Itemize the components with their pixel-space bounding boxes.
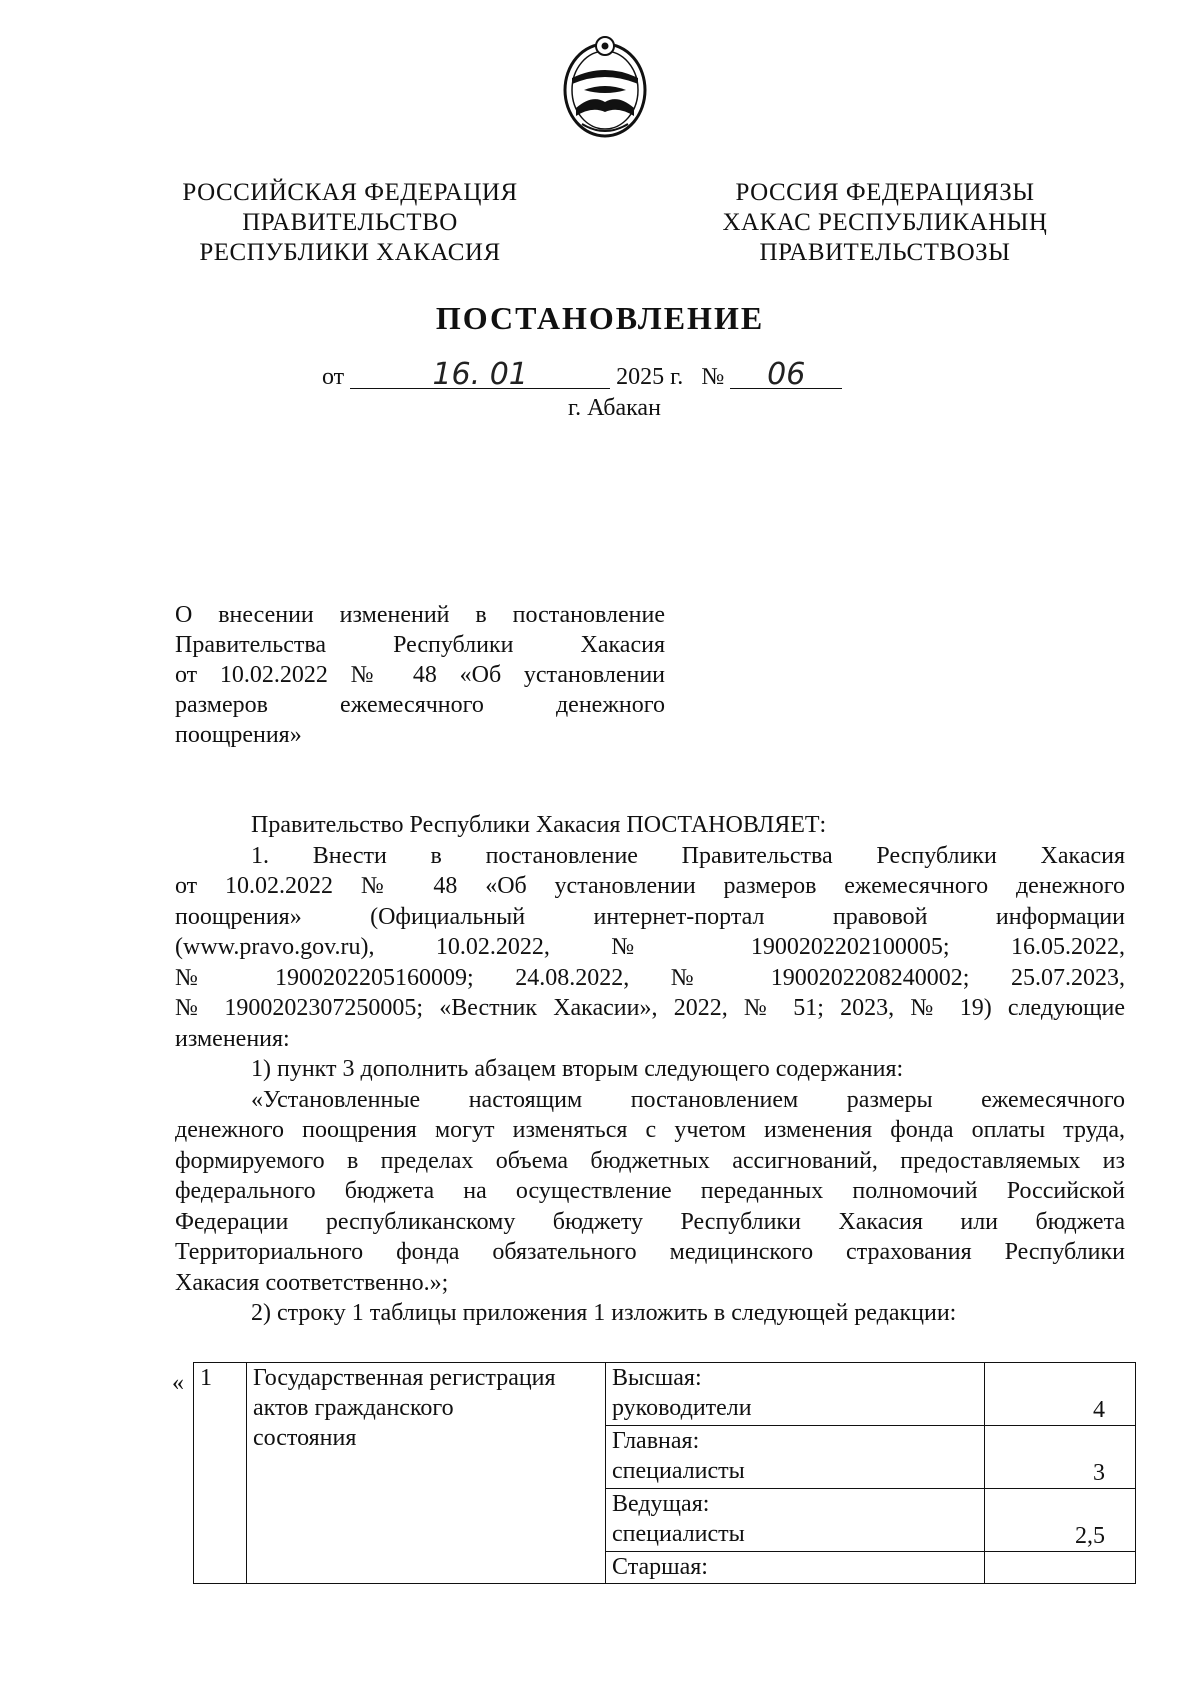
activity-name-line: актов гражданского (253, 1395, 454, 1421)
item-1: 1) пункт 3 дополнить абзацем вторым следующего содержания: (251, 1056, 904, 1082)
quote-line: Территориального фонда обязательного медицинского страхования Республики (175, 1239, 1125, 1265)
replacement-table (193, 1362, 1136, 1584)
date-number-line (322, 357, 842, 392)
intro-paragraph: Правительство Республики Хакасия ПОСТАНОВЛЯЕТ: (251, 812, 827, 838)
activity-name-line: Государственная регистрация (253, 1365, 556, 1391)
activity-name-cell (247, 1363, 606, 1584)
row-number-cell: 1 (194, 1363, 247, 1584)
value-cell: 2,5 (985, 1489, 1136, 1552)
role-label: специалисты (612, 1521, 745, 1547)
quote-line: федерального бюджета на осуществление переданных полномочий Российской (175, 1178, 1125, 1204)
position-group-cell (606, 1426, 985, 1489)
position-group-cell (606, 1489, 985, 1552)
header-right-line-1: РОССИЯ ФЕДЕРАЦИЯЗЫ (735, 179, 1035, 206)
position-group-cell (606, 1363, 985, 1426)
paragraph-1-line: (www.pravo.gov.ru), 10.02.2022, № 1900202202100005; 16.05.2022, (175, 934, 1125, 960)
number-prefix: № (701, 364, 725, 390)
header-right-line-3: ПРАВИТЕЛЬСТВОЗЫ (759, 239, 1011, 266)
handwritten-number: 06 (730, 362, 842, 389)
city-label: г. Абакан (568, 395, 661, 421)
header-left-line-3: РЕСПУБЛИКИ ХАКАСИЯ (199, 239, 501, 266)
subject-line: О внесении изменений в постановление (175, 602, 665, 628)
item-2: 2) строку 1 таблицы приложения 1 изложить в следующей редакции: (251, 1300, 957, 1326)
subject-line: от 10.02.2022 № 48 «Об установлении (175, 662, 665, 688)
table-open-quote: « (172, 1370, 184, 1396)
header-left-line-2: ПРАВИТЕЛЬСТВО (242, 209, 458, 236)
paragraph-1-line: от 10.02.2022 № 48 «Об установлении размеров ежемесячного денежного (175, 873, 1125, 899)
subject-block (175, 600, 665, 750)
value-cell: 3 (985, 1426, 1136, 1489)
value-cell: 4 (985, 1363, 1136, 1426)
quote-line: Федерации республиканскому бюджету Республики Хакасия или бюджета (175, 1208, 1125, 1235)
document-title: ПОСТАНОВЛЕНИЕ (435, 300, 765, 336)
group-label: Старшая: (612, 1554, 708, 1580)
date-prefix: от (322, 364, 345, 390)
activity-name-line: состояния (253, 1425, 357, 1451)
paragraph-1-line: № 1900202307250005; «Вестник Хакасии», 2022, № 51; 2023, № 19) следующие (175, 995, 1125, 1021)
group-label: Главная: (612, 1428, 700, 1454)
role-label: руководители (612, 1395, 752, 1421)
paragraph-1-line: изменения: (175, 1025, 290, 1052)
subject-line: поощрения» (175, 722, 302, 748)
group-label: Высшая: (612, 1365, 702, 1391)
header-right (720, 178, 1050, 268)
subject-line: Правительства Республики Хакасия (175, 632, 665, 658)
year-label: 2025 г. (616, 364, 684, 390)
position-group-cell (606, 1552, 985, 1584)
body-text (175, 810, 1125, 1329)
paragraph-1-line: № 1900202205160009; 24.08.2022, № 1900202208240002; 25.07.2023, (175, 964, 1125, 991)
paragraph-1-line: 1. Внести в постановление Правительства Республики Хакасия (251, 842, 1125, 869)
coat-of-arms-emblem (562, 32, 648, 140)
table-row (194, 1363, 1136, 1426)
quote-line: «Установленные настоящим постановлением размеры ежемесячного (251, 1086, 1125, 1113)
group-label: Ведущая: (612, 1491, 710, 1517)
value-cell (985, 1552, 1136, 1584)
subject-line: размеров ежемесячного денежного (175, 692, 665, 718)
header-left (180, 178, 520, 268)
header-left-line-1: РОССИЙСКАЯ ФЕДЕРАЦИЯ (182, 179, 518, 206)
quote-line: денежного поощрения могут изменяться с учетом изменения фонда оплаты труда, (175, 1117, 1125, 1143)
quote-line: формируемого в пределах объема бюджетных ассигнований, предоставляемых из (175, 1147, 1125, 1174)
handwritten-date: 16. 01 (350, 362, 610, 389)
quote-line: Хакасия соответственно.»; (175, 1269, 449, 1296)
role-label: специалисты (612, 1458, 745, 1484)
header-right-line-2: ХАКАС РЕСПУБЛИКАНЫҢ (722, 209, 1048, 236)
paragraph-1-line: поощрения» (Официальный интернет-портал правовой информации (175, 903, 1125, 930)
